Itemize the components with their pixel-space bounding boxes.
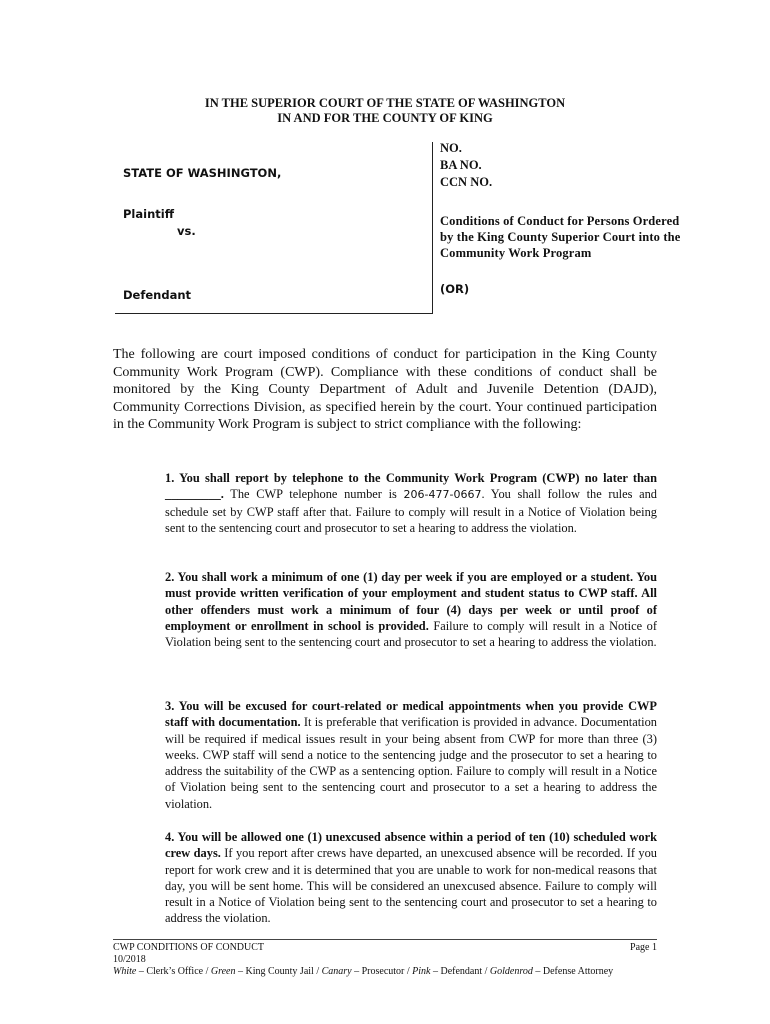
condition-3-heading: 3. You will be excused for court-related or medical appointments when you provide CWP staff with documentation. <box>165 699 657 730</box>
document-title-line-1: Conditions of Conduct for Persons Ordered <box>440 214 680 228</box>
caption-plaintiff: Plaintiff <box>123 207 175 221</box>
copy-desc-goldenrod: – Defense Attorney <box>532 966 614 977</box>
condition-3-text: It is preferable that verification is provided in advance. Documentation will be required if medical issues result in your being absent from CWP for more than three (3) weeks. CWP staff will send a notice to the sentencing judge and the prosecutor to set a hearing to address the suitability of the CWP as a sentencing option. Failure to comply will result in a Notice of Violation being sent to the sentencing court and prosecutor to a set a hearing to address the violation. <box>165 715 658 811</box>
footer-date: 10/2018 <box>113 954 146 965</box>
condition-4-heading: 4. You will be allowed one (1) unexcused absence within a period of ten (10) scheduled work crew days. <box>165 830 657 861</box>
intro-paragraph: The following are court imposed conditions of conduct for participation in the King County Community Work Program (CWP). Compliance with these conditions of conduct shall be monitored by the King County Department of Adult and Juvenile Detention (DAJD), Community Corrections Division, as specified herein by the court. Your continued participation in the Community Work Program is subject to strict compliance with the following: <box>113 347 657 433</box>
court-heading-line-1: IN THE SUPERIOR COURT OF THE STATE OF WASHINGTON <box>204 96 566 110</box>
document-title <box>440 213 710 261</box>
caption-vs: vs. <box>177 224 196 238</box>
court-heading-line-2: IN AND FOR THE COUNTY OF KING <box>277 111 493 125</box>
document-title-line-3: Community Work Program <box>440 246 592 260</box>
condition-2-heading: 2. You shall work a minimum of one (1) day per week if you are employed or a student. You must provide written verification of your employment and student status to CWP staff. All other offenders must work a minimum of four (4) days per week or until proof of employment or enrollment in school is provided. <box>165 570 657 633</box>
ba-number-label: BA NO. <box>440 158 482 172</box>
condition-item-4 <box>165 829 657 927</box>
condition-4-text: If you report after crews have departed, an unexcused absence will be recorded. If you report for work crew and it is determined that you are unable to work for non-medical reasons that day, you will be sent home. This will be considered an unexcused absence. Failure to comply will result in a Notice of Violation being sent to the sentencing court and prosecutor to set a hearing to address the violation. <box>165 846 657 926</box>
copy-desc-green: – King County Jail / <box>235 966 322 977</box>
copy-color-green: Green <box>210 966 236 977</box>
footer-rule <box>113 939 657 940</box>
footer-copy-distribution <box>113 966 657 978</box>
condition-2-text: Failure to comply will result in a Notice of Violation being sent to the sentencing court and prosecutor to set a hearing to address the violation. <box>165 618 657 650</box>
ccn-number-label: CCN NO. <box>440 175 493 189</box>
copy-color-white: White <box>113 966 137 977</box>
condition-1-heading: 1. You shall report by telephone to the Community Work Program (CWP) no later than _________. <box>165 471 657 502</box>
copy-desc-white: – Clerk’s Office / <box>136 966 211 977</box>
caption-defendant: Defendant <box>123 288 192 302</box>
copy-desc-pink: – Defendant / <box>430 966 490 977</box>
condition-item-2 <box>165 569 657 650</box>
copy-color-goldenrod: Goldenrod <box>489 966 533 977</box>
cwp-phone-number: 206-477-0667 <box>403 488 482 502</box>
or-label: (OR) <box>440 282 470 296</box>
footer-page-number: Page 1 <box>630 942 657 953</box>
caption-horizontal-rule <box>115 313 433 314</box>
caption-vertical-rule <box>432 142 433 314</box>
footer-form-name: CWP CONDITIONS OF CONDUCT <box>113 942 265 953</box>
copy-desc-canary: – Prosecutor / <box>351 966 413 977</box>
condition-1-text-a: The CWP telephone number is <box>223 487 404 502</box>
caption-state: STATE OF WASHINGTON, <box>123 166 282 180</box>
condition-item-1 <box>165 470 657 536</box>
condition-1-text-b: . You shall follow the rules and schedule set by CWP staff after that. Failure to comply will result in a Notice of Violation being sent to the sentencing court and prosecutor to set a hearing to address the violation. <box>165 487 657 535</box>
condition-item-3 <box>165 698 657 812</box>
footer-top-line <box>113 942 657 954</box>
copy-color-canary: Canary <box>321 966 352 977</box>
document-title-line-2: by the King County Superior Court into the <box>440 230 681 244</box>
copy-color-pink: Pink <box>412 966 431 977</box>
case-number-label: NO. <box>440 141 462 155</box>
